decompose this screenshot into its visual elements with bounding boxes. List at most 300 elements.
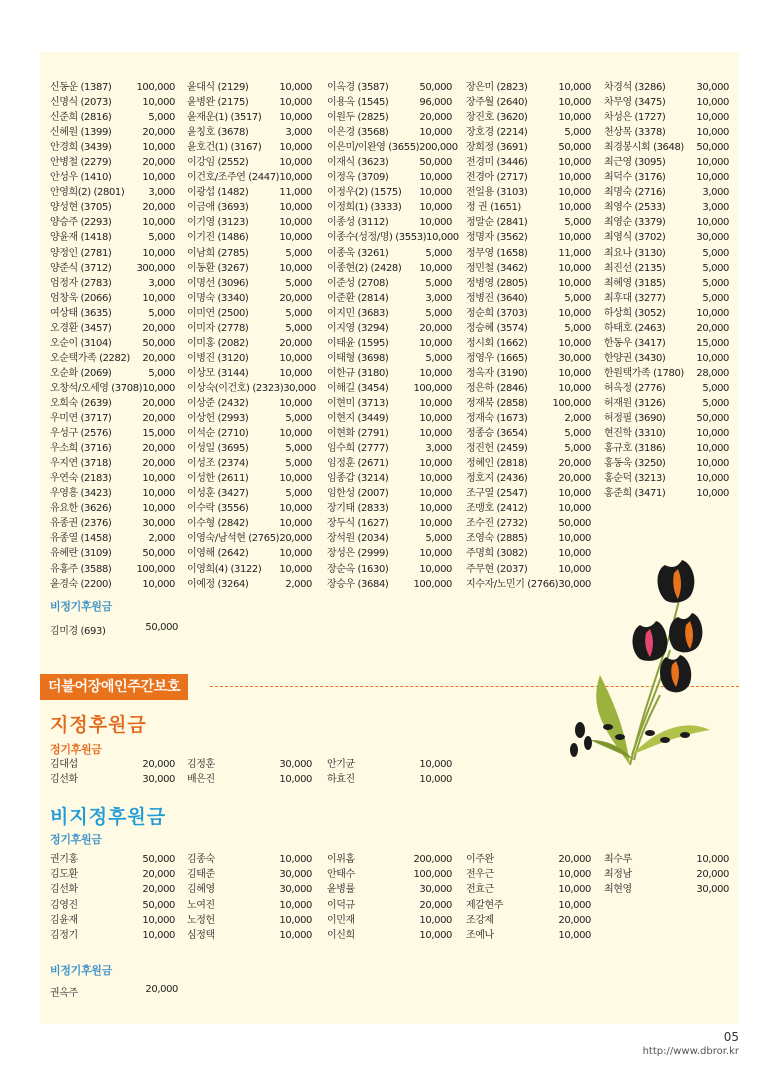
donor-row bbox=[466, 531, 591, 546]
donor-name: 장석원 (2034) bbox=[327, 533, 389, 545]
donor-name: 심정택 bbox=[187, 930, 215, 941]
donor-amount: 50,000 bbox=[696, 413, 729, 425]
donor-row bbox=[327, 140, 458, 155]
donor-amount: 300,000 bbox=[136, 262, 175, 274]
donor-amount: 20,000 bbox=[145, 984, 178, 995]
donor-name: 한양권 (3430) bbox=[604, 352, 666, 364]
donor-name: 윤경숙 (2200) bbox=[50, 578, 112, 590]
donor-amount: 5,000 bbox=[564, 292, 591, 304]
donor-row bbox=[187, 516, 312, 531]
donor-amount: 28,000 bbox=[696, 367, 729, 379]
donor-name: 윤칭호 (3678) bbox=[187, 127, 249, 139]
donor-cell bbox=[187, 772, 312, 787]
donor-amount: 10,000 bbox=[419, 914, 452, 926]
donor-name: 양정인 (2781) bbox=[50, 247, 112, 259]
donor-amount: 10,000 bbox=[142, 488, 175, 500]
donor-name: 신혜원 (1399) bbox=[50, 127, 112, 139]
donor-name: 정병영 (2805) bbox=[466, 277, 528, 289]
donor-row bbox=[604, 200, 729, 215]
donor-row bbox=[604, 456, 729, 471]
donor-name: 김윤재 bbox=[50, 914, 78, 926]
donor-name: 장승우 (3684) bbox=[327, 578, 389, 590]
donor-name: 유혜란 (3109) bbox=[50, 548, 112, 560]
donor-amount: 10,000 bbox=[279, 518, 312, 530]
donor-name: 정승혜 (3574) bbox=[466, 322, 528, 334]
donor-amount: 15,000 bbox=[142, 428, 175, 440]
donor-amount: 100,000 bbox=[552, 397, 591, 409]
donor-amount: 5,000 bbox=[564, 127, 591, 139]
donor-row bbox=[187, 562, 312, 577]
donor-row bbox=[187, 531, 312, 546]
designated-sub: 정기후원금 bbox=[50, 743, 102, 756]
donor-amount: 5,000 bbox=[148, 232, 175, 244]
donor-row bbox=[604, 351, 729, 366]
donor-name: 이주완 bbox=[466, 854, 494, 865]
donor-row bbox=[50, 396, 175, 411]
donor-cell bbox=[50, 913, 175, 928]
donor-name: 이건호/조주연 (2447) bbox=[187, 172, 280, 184]
donor-name: 김정기 bbox=[50, 930, 78, 941]
donor-name: 한원택가족 (1780) bbox=[604, 367, 684, 379]
donor-column bbox=[50, 80, 175, 592]
donor-amount: 5,000 bbox=[564, 443, 591, 455]
irregular-heading: 비정기후원금 bbox=[50, 600, 112, 613]
donor-amount: 10,000 bbox=[279, 774, 312, 786]
donor-row bbox=[187, 155, 312, 170]
donor-amount: 30,000 bbox=[279, 869, 312, 881]
donor-amount: 10,000 bbox=[142, 503, 175, 515]
donor-amount: 10,000 bbox=[558, 157, 591, 169]
donor-amount: 2,000 bbox=[564, 413, 591, 425]
donor-row bbox=[187, 486, 312, 501]
donor-name: 김도환 bbox=[50, 869, 78, 881]
donor-name: 이명숙 (3340) bbox=[187, 292, 249, 304]
donor-cell bbox=[466, 928, 591, 943]
donor-amount: 10,000 bbox=[696, 458, 729, 470]
donor-row bbox=[466, 321, 591, 336]
donor-amount: 20,000 bbox=[558, 914, 591, 926]
donor-row bbox=[604, 411, 729, 426]
donor-amount: 30,000 bbox=[283, 382, 316, 394]
donor-row bbox=[466, 501, 591, 516]
donor-amount: 5,000 bbox=[702, 277, 729, 289]
donor-name: 이재식 (3623) bbox=[327, 157, 389, 169]
donor-amount: 3,000 bbox=[285, 127, 312, 139]
donor-amount: 50,000 bbox=[142, 337, 175, 349]
donor-row bbox=[327, 396, 452, 411]
donor-name: 정 권 (1651) bbox=[466, 202, 521, 214]
website-url: http://www.dbror.kr bbox=[642, 1046, 739, 1057]
donor-amount: 20,000 bbox=[142, 202, 175, 214]
donor-amount: 10,000 bbox=[419, 337, 452, 349]
donor-name: 이정희(1) (3333) bbox=[327, 202, 402, 214]
donor-name: 정영우 (1665) bbox=[466, 352, 528, 364]
donor-cell bbox=[187, 757, 312, 772]
donor-name: 이원두 (2825) bbox=[327, 112, 389, 124]
donor-amount: 10,000 bbox=[558, 112, 591, 124]
donor-row bbox=[466, 185, 591, 200]
donor-name: 허재원 (3126) bbox=[604, 397, 666, 409]
donor-name: 장기태 (2833) bbox=[327, 503, 389, 515]
donor-amount: 10,000 bbox=[279, 97, 312, 109]
donor-row bbox=[327, 441, 452, 456]
donor-cell bbox=[604, 867, 729, 882]
donor-amount: 200,000 bbox=[419, 142, 458, 154]
donor-amount: 5,000 bbox=[285, 413, 312, 425]
donor-amount: 10,000 bbox=[696, 443, 729, 455]
donor-name: 전효근 bbox=[466, 884, 494, 896]
donor-row bbox=[327, 291, 452, 306]
donor-name: 조강제 bbox=[466, 914, 494, 926]
donor-amount: 5,000 bbox=[564, 428, 591, 440]
donor-column bbox=[187, 80, 316, 592]
donor-amount: 5,000 bbox=[702, 397, 729, 409]
donor-row bbox=[50, 306, 175, 321]
donor-row bbox=[327, 426, 452, 441]
donor-name: 권기홍 bbox=[50, 854, 78, 865]
donor-amount: 5,000 bbox=[285, 443, 312, 455]
donor-amount: 10,000 bbox=[419, 172, 452, 184]
donor-name: 유요한 (3626) bbox=[50, 503, 112, 515]
donor-name: 이은경 (3568) bbox=[327, 127, 389, 139]
donor-amount: 3,000 bbox=[148, 187, 175, 199]
donor-amount: 10,000 bbox=[279, 503, 312, 515]
donor-name: 이기진 (1486) bbox=[187, 232, 249, 244]
donor-cell bbox=[187, 928, 312, 943]
donor-row bbox=[327, 110, 452, 125]
donor-amount: 10,000 bbox=[558, 277, 591, 289]
donor-cell bbox=[187, 852, 312, 867]
donor-name: 이태윤 (1595) bbox=[327, 337, 389, 349]
donor-row bbox=[50, 261, 175, 276]
donor-amount: 20,000 bbox=[558, 473, 591, 485]
donor-row bbox=[50, 984, 178, 999]
donor-name: 엄정자 (2783) bbox=[50, 277, 112, 289]
donor-amount: 5,000 bbox=[702, 292, 729, 304]
donor-amount: 10,000 bbox=[279, 548, 312, 560]
donor-amount: 10,000 bbox=[279, 563, 312, 575]
donor-name: 이미자 (2778) bbox=[187, 322, 249, 334]
donor-name: 이상헌 (2993) bbox=[187, 413, 249, 425]
donor-name: 이덕규 bbox=[327, 899, 355, 911]
donor-row bbox=[327, 200, 452, 215]
donor-amount: 10,000 bbox=[696, 217, 729, 229]
donor-cell bbox=[327, 913, 452, 928]
donor-cell bbox=[327, 772, 452, 787]
donor-row bbox=[466, 170, 591, 185]
donor-row bbox=[187, 306, 312, 321]
donor-row bbox=[187, 351, 312, 366]
donor-name: 이현화 (2791) bbox=[327, 428, 389, 440]
donor-name: 김대섭 bbox=[50, 759, 78, 770]
donor-amount: 20,000 bbox=[419, 322, 452, 334]
donor-name: 신준희 (2816) bbox=[50, 112, 112, 124]
donor-name: 임종갑 (3214) bbox=[327, 473, 389, 485]
donor-row bbox=[187, 170, 312, 185]
donor-row bbox=[187, 471, 312, 486]
donor-name: 윤대식 (2129) bbox=[187, 82, 249, 93]
donor-amount: 10,000 bbox=[696, 307, 729, 319]
donor-amount: 50,000 bbox=[145, 622, 178, 633]
donor-amount: 5,000 bbox=[285, 277, 312, 289]
donor-name: 최수루 bbox=[604, 854, 632, 865]
donor-amount: 5,000 bbox=[564, 322, 591, 334]
donor-amount: 10,000 bbox=[558, 97, 591, 109]
donor-name: 이종현(2) (2428) bbox=[327, 262, 402, 274]
donor-name: 최명숙 (2716) bbox=[604, 187, 666, 199]
donor-amount: 30,000 bbox=[696, 82, 729, 93]
donor-row bbox=[327, 562, 452, 577]
donor-row bbox=[466, 306, 591, 321]
donor-name: 정무영 (1658) bbox=[466, 247, 528, 259]
donor-row bbox=[466, 426, 591, 441]
donor-row bbox=[50, 577, 175, 592]
donor-row bbox=[604, 125, 729, 140]
undesignated-heading: 비지정후원금 bbox=[50, 806, 167, 828]
donor-row bbox=[327, 501, 452, 516]
donor-row bbox=[187, 411, 312, 426]
donor-row bbox=[466, 471, 591, 486]
donor-row bbox=[466, 276, 591, 291]
donor-cell bbox=[466, 852, 591, 867]
donor-amount: 30,000 bbox=[419, 884, 452, 896]
donor-amount: 10,000 bbox=[419, 217, 452, 229]
donor-amount: 20,000 bbox=[419, 112, 452, 124]
donor-name: 이지영 (3294) bbox=[327, 322, 389, 334]
donor-amount: 10,000 bbox=[696, 488, 729, 500]
donor-cell bbox=[327, 898, 452, 913]
donor-amount: 10,000 bbox=[419, 548, 452, 560]
donor-name: 장은미 (2823) bbox=[466, 82, 528, 93]
donor-name: 양성현 (3705) bbox=[50, 202, 112, 214]
donor-row bbox=[50, 95, 175, 110]
donor-amount: 2,000 bbox=[285, 578, 312, 590]
donor-row bbox=[327, 516, 452, 531]
donor-name: 최덕수 (3176) bbox=[604, 172, 666, 184]
donor-name: 양윤재 (1418) bbox=[50, 232, 112, 244]
donor-amount: 200,000 bbox=[413, 854, 452, 865]
donor-row bbox=[50, 562, 175, 577]
donor-name: 홍준희 (3471) bbox=[604, 488, 666, 500]
donor-amount: 10,000 bbox=[419, 759, 452, 770]
donor-row bbox=[327, 336, 452, 351]
donor-name: 조수진 (2732) bbox=[466, 518, 528, 530]
donor-name: 주명희 (3082) bbox=[466, 548, 528, 560]
donor-column bbox=[327, 80, 459, 592]
donor-row bbox=[466, 155, 591, 170]
donor-row bbox=[50, 366, 175, 381]
donor-name: 현진학 (3310) bbox=[604, 428, 666, 440]
donor-amount: 10,000 bbox=[419, 367, 452, 379]
donor-row bbox=[50, 531, 175, 546]
donor-row bbox=[466, 381, 591, 396]
donor-amount: 20,000 bbox=[142, 127, 175, 139]
donor-amount: 20,000 bbox=[142, 397, 175, 409]
donor-name: 안태수 bbox=[327, 869, 355, 881]
donor-name: 장호경 (2214) bbox=[466, 127, 528, 139]
donor-row bbox=[50, 200, 175, 215]
donor-row bbox=[327, 351, 452, 366]
donor-amount: 10,000 bbox=[696, 127, 729, 139]
donor-name: 이성훈 (3427) bbox=[187, 488, 249, 500]
donor-amount: 10,000 bbox=[279, 367, 312, 379]
donor-amount: 10,000 bbox=[426, 232, 459, 244]
donor-row bbox=[187, 366, 312, 381]
donor-name: 최진선 (2135) bbox=[604, 262, 666, 274]
donor-amount: 30,000 bbox=[142, 774, 175, 786]
donor-row bbox=[466, 95, 591, 110]
donor-amount: 50,000 bbox=[142, 854, 175, 865]
donor-amount: 30,000 bbox=[696, 232, 729, 244]
donor-cell bbox=[187, 867, 312, 882]
donor-name: 김종숙 bbox=[187, 854, 215, 865]
donor-amount: 20,000 bbox=[142, 322, 175, 334]
donor-name: 임정훈 (2671) bbox=[327, 458, 389, 470]
donor-name: 오순이 (3104) bbox=[50, 337, 112, 349]
donor-amount: 3,000 bbox=[702, 187, 729, 199]
donor-name: 한동우 (3417) bbox=[604, 337, 666, 349]
donor-name: 장두식 (1627) bbox=[327, 518, 389, 530]
donor-row bbox=[327, 185, 452, 200]
donor-name: 최요나 (3130) bbox=[604, 247, 666, 259]
donor-cell bbox=[327, 852, 452, 867]
donor-amount: 20,000 bbox=[142, 884, 175, 896]
donor-name: 안병철 (2279) bbox=[50, 157, 112, 169]
donor-row bbox=[604, 110, 729, 125]
donor-amount: 20,000 bbox=[142, 157, 175, 169]
donor-row bbox=[50, 426, 175, 441]
donor-name: 이상숙(이건호) (2323) bbox=[187, 382, 284, 394]
donor-amount: 10,000 bbox=[558, 930, 591, 941]
donor-name: 우소희 (3716) bbox=[50, 443, 112, 455]
donor-name: 정진헌 (2459) bbox=[466, 443, 528, 455]
donor-column bbox=[604, 80, 729, 501]
donor-row bbox=[50, 276, 175, 291]
donor-name: 조영숙 (2885) bbox=[466, 533, 528, 545]
donor-name: 이해길 (3454) bbox=[327, 382, 389, 394]
donor-name: 안성우 (1410) bbox=[50, 172, 112, 184]
donor-amount: 10,000 bbox=[558, 367, 591, 379]
donor-row bbox=[50, 471, 175, 486]
donor-cell bbox=[466, 913, 591, 928]
donor-cell bbox=[604, 882, 729, 897]
donor-row bbox=[187, 140, 312, 155]
donor-amount: 10,000 bbox=[696, 97, 729, 109]
donor-cell bbox=[604, 852, 729, 867]
donor-row bbox=[187, 125, 312, 140]
donor-name: 이종욱 (3261) bbox=[327, 247, 389, 259]
donor-name: 양준식 (3712) bbox=[50, 262, 112, 274]
donor-amount: 10,000 bbox=[279, 899, 312, 911]
donor-name: 이미연 (2500) bbox=[187, 307, 249, 319]
donor-name: 우연숙 (2183) bbox=[50, 473, 112, 485]
donor-name: 양승주 (2293) bbox=[50, 217, 112, 229]
donor-amount: 10,000 bbox=[142, 382, 175, 394]
donor-amount: 10,000 bbox=[419, 488, 452, 500]
donor-amount: 50,000 bbox=[419, 157, 452, 169]
donor-name: 김태준 bbox=[187, 869, 215, 881]
donor-name: 엄창욱 (2066) bbox=[50, 292, 112, 304]
donor-name: 이상준 (2432) bbox=[187, 397, 249, 409]
donor-amount: 100,000 bbox=[413, 382, 452, 394]
donor-amount: 10,000 bbox=[279, 217, 312, 229]
donor-cell bbox=[187, 913, 312, 928]
donor-row bbox=[327, 155, 452, 170]
donor-cell bbox=[50, 928, 175, 943]
donor-name: 김선화 bbox=[50, 884, 78, 896]
donor-row bbox=[327, 230, 459, 245]
donor-name: 이영해 (2642) bbox=[187, 548, 249, 560]
donor-row bbox=[187, 336, 312, 351]
donor-row bbox=[187, 276, 312, 291]
donor-amount: 10,000 bbox=[142, 578, 175, 590]
donor-amount: 10,000 bbox=[142, 930, 175, 941]
donor-row bbox=[187, 426, 312, 441]
donor-amount: 10,000 bbox=[419, 930, 452, 941]
donor-row bbox=[187, 110, 312, 125]
donor-row bbox=[466, 230, 591, 245]
donor-row bbox=[604, 230, 729, 245]
donor-name: 조맹호 (2412) bbox=[466, 503, 528, 515]
donor-amount: 10,000 bbox=[696, 112, 729, 124]
donor-amount: 96,000 bbox=[419, 97, 452, 109]
donor-row bbox=[50, 291, 175, 306]
donor-name: 이지민 (3683) bbox=[327, 307, 389, 319]
donor-name: 최영식 (3702) bbox=[604, 232, 666, 244]
donor-row bbox=[187, 185, 312, 200]
donor-name: 하상희 (3052) bbox=[604, 307, 666, 319]
donor-name: 차무영 (3475) bbox=[604, 97, 666, 109]
donor-amount: 10,000 bbox=[142, 142, 175, 154]
donor-row bbox=[327, 306, 452, 321]
undesignated-irregular-list bbox=[50, 984, 178, 999]
donor-amount: 100,000 bbox=[136, 563, 175, 575]
donor-row bbox=[187, 381, 316, 396]
donor-name: 허정필 (3690) bbox=[604, 413, 666, 425]
donor-name: 유종열 (1458) bbox=[50, 533, 112, 545]
donor-amount: 20,000 bbox=[279, 292, 312, 304]
donor-name: 김선화 bbox=[50, 774, 78, 786]
donor-amount: 5,000 bbox=[564, 217, 591, 229]
donor-cell bbox=[187, 882, 312, 897]
donor-amount: 10,000 bbox=[279, 914, 312, 926]
page-number: 05 bbox=[723, 1030, 739, 1044]
donor-amount: 10,000 bbox=[558, 262, 591, 274]
donor-amount: 20,000 bbox=[558, 458, 591, 470]
donor-name: 정은하 (2846) bbox=[466, 382, 528, 394]
donor-amount: 20,000 bbox=[279, 533, 312, 545]
donor-row bbox=[466, 411, 591, 426]
donor-amount: 50,000 bbox=[558, 142, 591, 154]
donor-row bbox=[327, 125, 452, 140]
donor-amount: 10,000 bbox=[419, 413, 452, 425]
donor-amount: 20,000 bbox=[419, 899, 452, 911]
donor-row bbox=[604, 336, 729, 351]
donor-amount: 10,000 bbox=[419, 397, 452, 409]
donor-amount: 5,000 bbox=[285, 307, 312, 319]
donor-name: 윤병완 (2175) bbox=[187, 97, 249, 109]
donor-name: 우성구 (2576) bbox=[50, 428, 112, 440]
donor-row bbox=[327, 246, 452, 261]
donor-name: 이성조 (2374) bbox=[187, 458, 249, 470]
donor-row bbox=[604, 170, 729, 185]
donor-name: 윤병률 bbox=[327, 884, 355, 896]
donor-name: 지수자/노민기 (2766) bbox=[466, 578, 559, 590]
donor-row bbox=[187, 200, 312, 215]
donor-row bbox=[187, 441, 312, 456]
donor-amount: 5,000 bbox=[148, 367, 175, 379]
donor-name: 홍규호 (3186) bbox=[604, 443, 666, 455]
